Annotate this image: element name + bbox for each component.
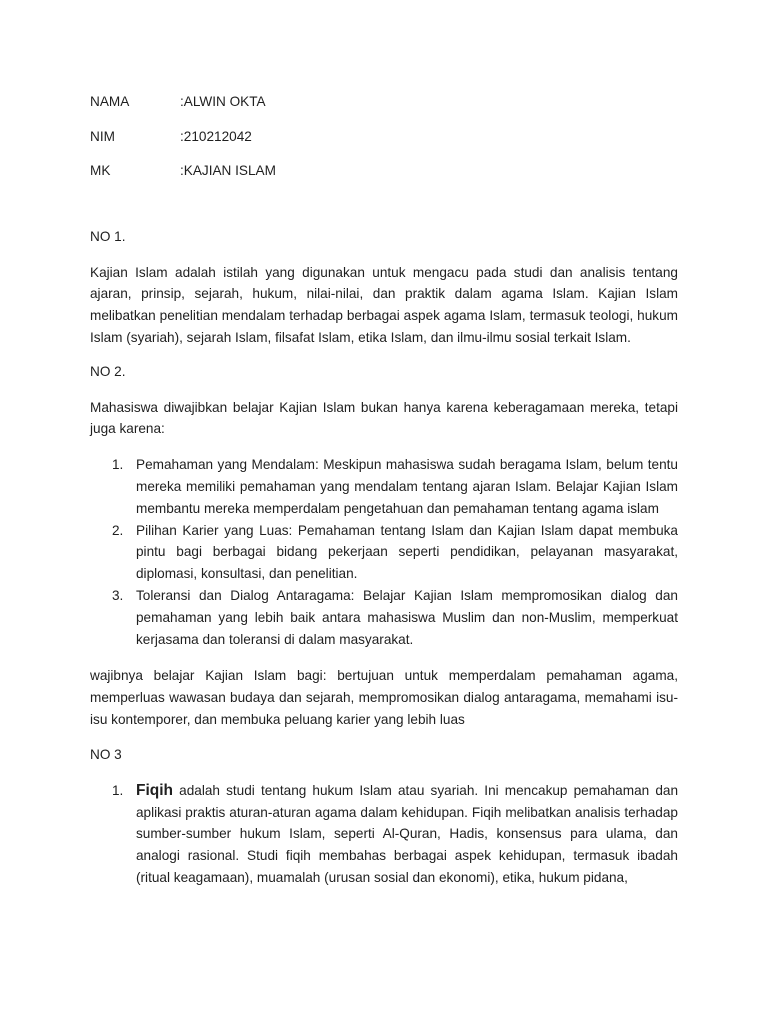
identity-label: NIM	[90, 128, 115, 144]
identity-row-mk	[90, 157, 678, 192]
no3-topic-list	[90, 780, 678, 889]
list-text: Toleransi dan Dialog Antaragama: Belajar Kajian Islam mempromosikan dialog dan pemahaman yang lebih baik antara mahasiswa Muslim dan non-Muslim, memperkuat kerjasama dan toleransi di dalam masyarakat.	[136, 588, 678, 647]
identity-value: :KAJIAN ISLAM	[180, 163, 276, 178]
list-item	[90, 454, 678, 519]
section-heading-no3: NO 3	[90, 746, 122, 762]
term-fiqih: Fiqih	[136, 781, 174, 799]
list-text: Pemahaman yang Mendalam: Meskipun mahasiswa sudah beragama Islam, belum tentu mereka memiliki pemahaman yang mendalam tentang ajaran Islam. Belajar Kajian Islam membantu mereka memperdalam pengetahuan dan pemahaman tentang agama islam	[136, 457, 678, 516]
identity-value: :ALWIN OKTA	[180, 94, 266, 109]
list-item	[90, 520, 678, 585]
list-number: 2.	[112, 522, 124, 538]
identity-row-nama	[90, 88, 678, 123]
identity-value: :210212042	[180, 128, 252, 144]
list-number: 1.	[112, 782, 124, 798]
list-text: adalah studi tentang hukum Islam atau syariah. Ini mencakup pemahaman dan aplikasi praktis aturan-aturan agama dalam kehidupan. Fiqih melibatkan analisis terhadap sumber-sumber hukum Islam, seperti Al-Quran, Hadis, konsensus para ulama, dan analogi rasional. Studi fiqih membahas berbagai aspek kehidupan, termasuk ibadah (ritual keagamaan), muamalah (urusan sosial dan ekonomi), etika, hukum pidana,	[136, 782, 678, 886]
list-number: 3.	[112, 588, 124, 604]
identity-label: NAMA	[90, 94, 130, 109]
no2-reason-list	[90, 454, 678, 650]
list-item	[90, 585, 678, 650]
list-text: Pilihan Karier yang Luas: Pemahaman tentang Islam dan Kajian Islam dapat membuka pintu bagi berbagai bidang pekerjaan seperti pendidikan, pelayanan masyarakat, diplomasi, konsultasi, dan penelitian.	[136, 522, 678, 582]
list-number: 1.	[112, 457, 124, 473]
identity-label: MK	[90, 163, 111, 178]
identity-block	[90, 88, 678, 192]
section-heading-no1: NO 1.	[90, 228, 126, 244]
document-content	[90, 88, 678, 889]
no1-paragraph: Kajian Islam adalah istilah yang digunakan untuk mengacu pada studi dan analisis tentang ajaran, prinsip, sejarah, hukum, nilai-nilai, dan praktik dalam agama Islam. Kajian Islam melibatkan penelitian mendalam terhadap berbagai aspek agama Islam, termasuk teologi, hukum Islam (syariah), sejarah Islam, filsafat Islam, etika Islam, dan ilmu-ilmu sosial terkait Islam.	[90, 264, 678, 345]
section-heading-no2: NO 2.	[90, 363, 126, 379]
list-item	[90, 780, 678, 889]
no2-intro: Mahasiswa diwajibkan belajar Kajian Islam bukan hanya karena keberagamaan mereka, tetapi juga karena:	[90, 399, 678, 437]
no2-summary: wajibnya belajar Kajian Islam bagi: bertujuan untuk memperdalam pemahaman agama, memperluas wawasan budaya dan sejarah, mempromosikan dialog antaragama, memahami isu-isu kontemporer, dan membuka peluang karier yang lebih luas	[90, 668, 678, 728]
identity-row-nim	[90, 123, 678, 158]
